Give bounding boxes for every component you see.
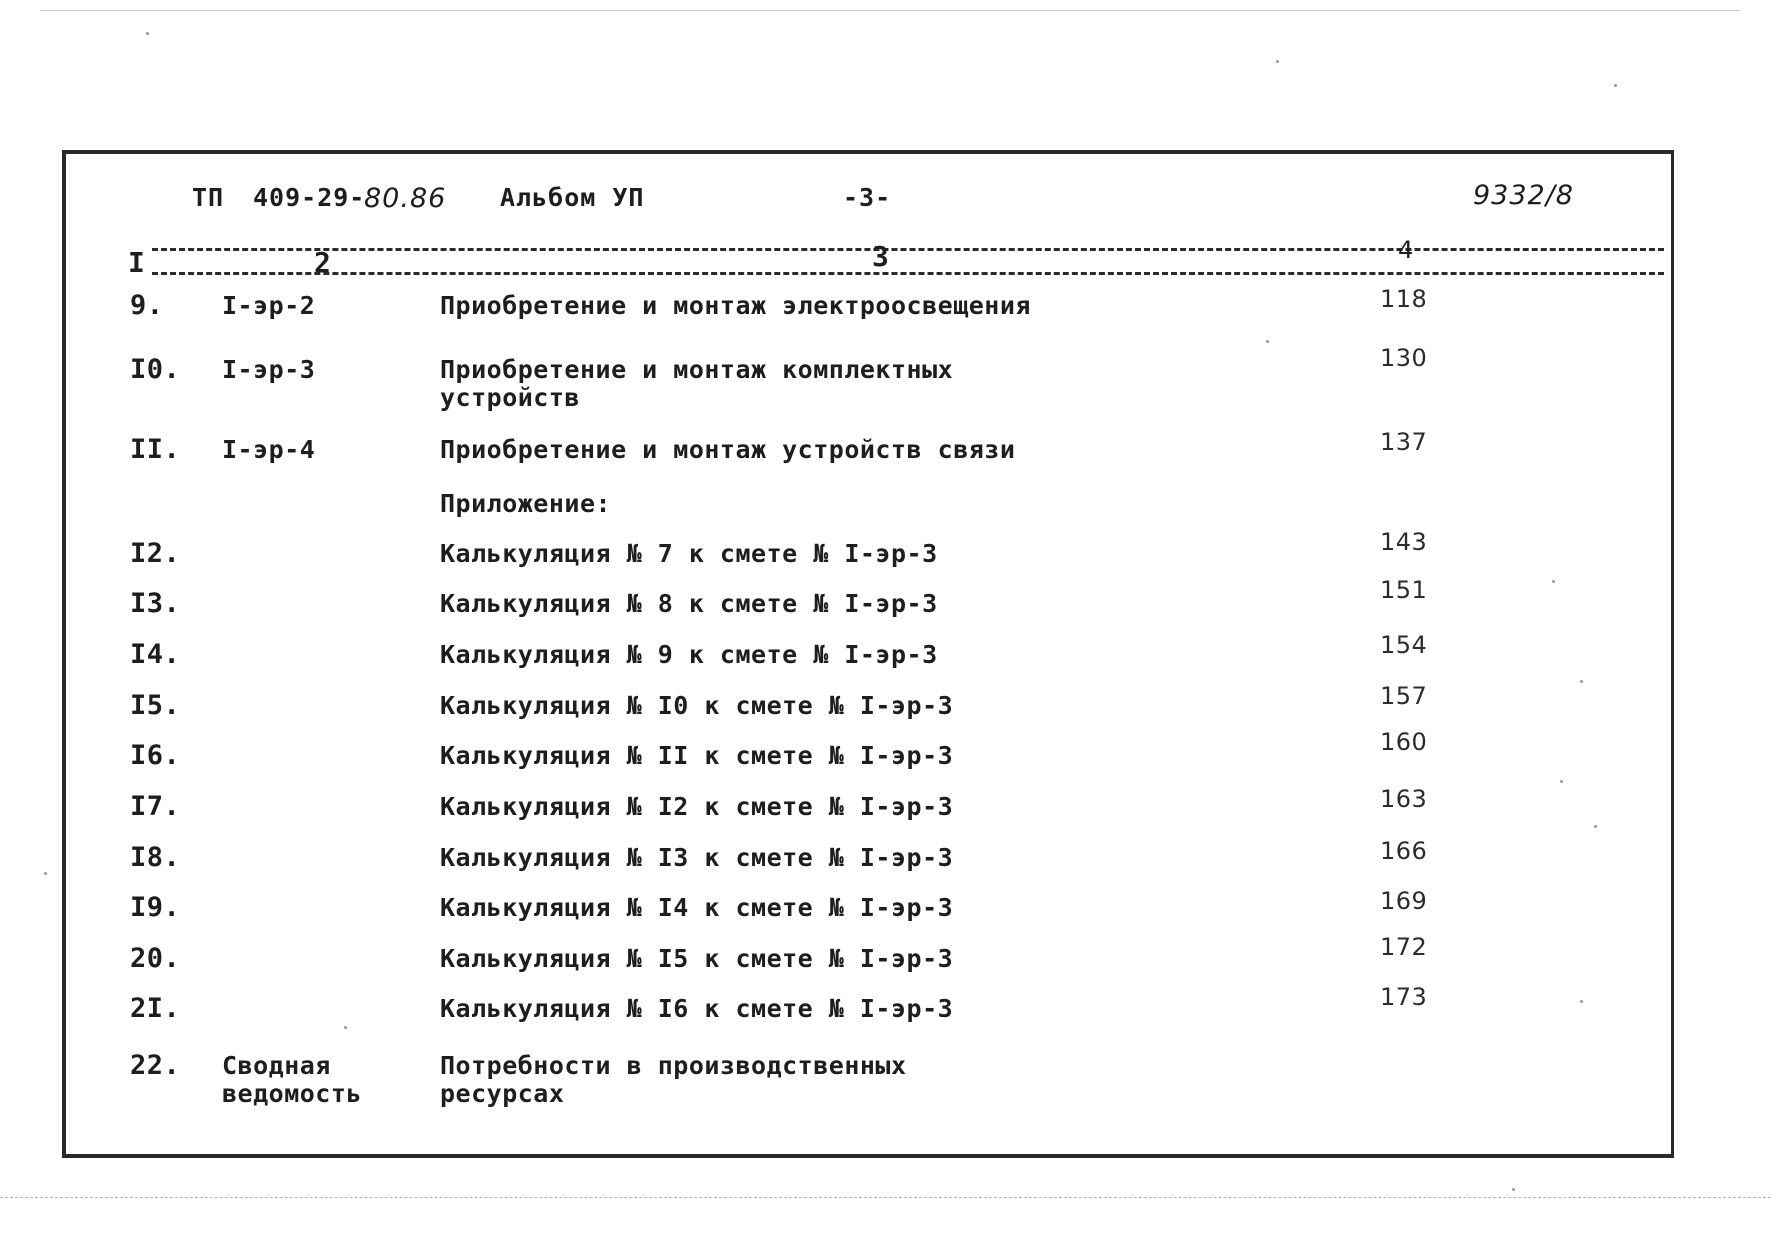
column-number-1: I	[128, 246, 145, 279]
row-code: I-эр-3	[222, 355, 316, 384]
table-row	[0, 983, 1771, 1055]
tp-number-handwritten: 80.86	[364, 183, 447, 214]
row-description-line: Калькуляция № 8 к смете № I-эр-3	[440, 589, 938, 618]
row-description	[440, 995, 953, 1023]
row-page: 118	[1380, 285, 1428, 313]
row-code: I-эр-4	[222, 435, 316, 464]
scan-speck	[1580, 680, 1583, 683]
row-description-line: Калькуляция № 9 к смете № I-эр-3	[440, 640, 938, 669]
row-description-line: Калькуляция № I0 к смете № I-эр-3	[440, 691, 954, 720]
row-number: I3.	[130, 588, 181, 619]
scan-edge-top	[40, 10, 1740, 11]
scan-speck	[1512, 1188, 1515, 1191]
row-description	[440, 945, 953, 973]
row-code: I-эр-2	[222, 291, 316, 320]
row-description-line: Приобретение и монтаж комплектных	[440, 355, 954, 384]
row-description-line: ресурсах	[440, 1079, 565, 1108]
row-number: I8.	[130, 842, 181, 873]
scan-speck	[1560, 780, 1563, 783]
row-description-line: Калькуляция № I2 к смете № I-эр-3	[440, 792, 954, 821]
scan-speck	[1580, 1000, 1583, 1003]
scan-speck	[1276, 60, 1279, 63]
row-description	[440, 356, 953, 412]
row-description-line: устройств	[440, 383, 580, 412]
row-description	[440, 540, 938, 568]
row-page: 130	[1380, 344, 1428, 372]
row-description	[440, 490, 611, 518]
row-page: 151	[1380, 576, 1428, 604]
row-page: 169	[1380, 887, 1428, 915]
row-description	[440, 1052, 907, 1108]
row-number: II.	[130, 434, 181, 465]
row-number: I0.	[130, 354, 181, 385]
row-page: 154	[1380, 631, 1428, 659]
row-description	[440, 436, 1015, 464]
row-description-line: Приобретение и монтаж устройств связи	[440, 435, 1016, 464]
scan-speck	[1614, 84, 1617, 87]
row-description	[440, 844, 953, 872]
page-number: -3-	[843, 183, 892, 212]
row-description-line: Приложение:	[440, 489, 612, 518]
row-page: 143	[1380, 528, 1428, 556]
row-description	[440, 292, 1031, 320]
table-row	[0, 428, 1771, 496]
album-label: Альбом УП	[500, 183, 645, 212]
table-row	[0, 1052, 1771, 1112]
row-number: 9.	[130, 290, 164, 321]
table-row	[0, 285, 1771, 352]
row-page: 160	[1380, 728, 1428, 756]
row-description	[440, 692, 953, 720]
row-number: 20.	[130, 943, 181, 974]
row-code: Сводная ведомость	[222, 1051, 362, 1108]
scan-speck	[344, 1026, 347, 1029]
row-description-line: Калькуляция № I6 к смете № I-эр-3	[440, 994, 954, 1023]
row-description-line: Потребности в производственных	[440, 1051, 907, 1080]
row-description	[440, 793, 953, 821]
row-description-line: Приобретение и монтаж электроосвещения	[440, 291, 1031, 320]
header-rule-top	[152, 248, 1664, 251]
scan-speck	[44, 872, 47, 875]
row-number: 2I.	[130, 993, 181, 1024]
row-description-line: Калькуляция № 7 к смете № I-эр-3	[440, 539, 938, 568]
row-description	[440, 590, 938, 618]
scan-speck	[1552, 580, 1555, 583]
tp-number: 409-29-	[253, 183, 366, 212]
row-page: 173	[1380, 983, 1428, 1011]
header-rule-bottom	[152, 272, 1664, 275]
row-number: I6.	[130, 740, 181, 771]
scan-speck	[1594, 825, 1597, 828]
row-description	[440, 742, 953, 770]
row-number: 22.	[130, 1050, 181, 1081]
row-page: 172	[1380, 933, 1428, 961]
row-page: 137	[1380, 428, 1428, 456]
scan-speck	[1266, 340, 1269, 343]
row-description-line: Калькуляция № I5 к смете № I-эр-3	[440, 944, 954, 973]
column-number-2: 2	[314, 246, 331, 279]
row-page: 163	[1380, 785, 1428, 813]
row-number: I2.	[130, 538, 181, 569]
row-description	[440, 641, 938, 669]
column-number-3: 3	[872, 240, 889, 273]
scan-edge-bottom	[0, 1197, 1771, 1198]
tp-prefix: ТП	[192, 183, 225, 212]
row-page: 166	[1380, 837, 1428, 865]
row-number: I7.	[130, 791, 181, 822]
row-description	[440, 894, 953, 922]
row-description-line: Калькуляция № I3 к смете № I-эр-3	[440, 843, 954, 872]
row-number: I9.	[130, 892, 181, 923]
row-number: I4.	[130, 639, 181, 670]
row-page: 157	[1380, 682, 1428, 710]
row-description-line: Калькуляция № II к смете № I-эр-3	[440, 741, 954, 770]
table-row	[0, 344, 1771, 416]
row-number: I5.	[130, 690, 181, 721]
document-code: 9332/8	[1473, 180, 1574, 211]
row-description-line: Калькуляция № I4 к смете № I-эр-3	[440, 893, 954, 922]
column-number-4: 4	[1398, 236, 1414, 264]
scan-speck	[146, 32, 149, 35]
